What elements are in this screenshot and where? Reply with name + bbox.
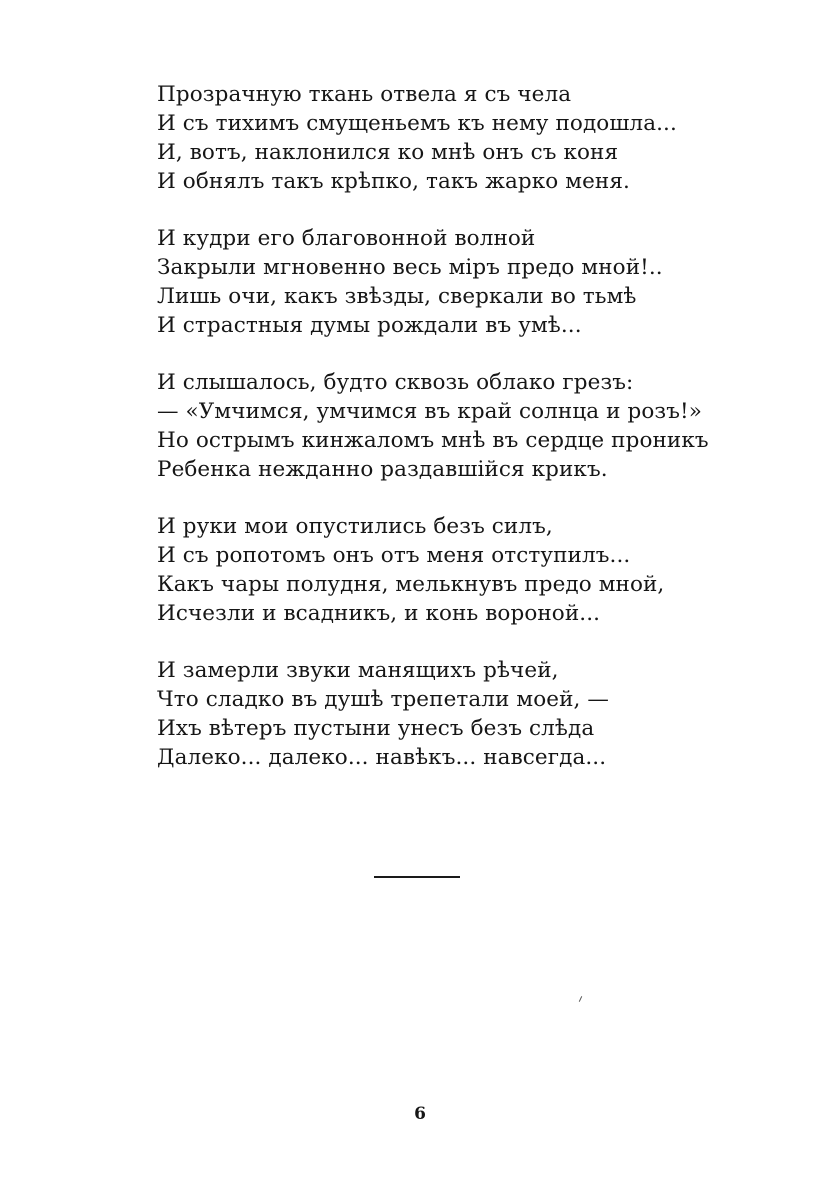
poem-line: И обнялъ такъ крѣпко, такъ жарко меня. xyxy=(157,169,630,194)
poem-line: И замерли звуки манящихъ рѣчей, xyxy=(157,658,559,683)
poem-line: Но острымъ кинжаломъ мнѣ въ сердце проникъ xyxy=(157,428,709,453)
poem-line: Прозрачную ткань отвела я съ чела xyxy=(157,82,572,107)
poem-line: И съ тихимъ смущеньемъ къ нему подошла... xyxy=(157,111,677,136)
poem-line: Исчезли и всадникъ, и конь вороной... xyxy=(157,601,601,626)
stanza-5 xyxy=(157,656,757,772)
poem-line: И съ ропотомъ онъ отъ меня отступилъ... xyxy=(157,543,631,568)
end-of-poem-rule xyxy=(374,876,460,878)
poem-line: Что сладко въ душѣ трепетали моей, — xyxy=(157,687,610,712)
poem-line: Закрыли мгновенно весь міръ предо мной!.. xyxy=(157,255,663,280)
stanza-4 xyxy=(157,512,757,628)
poem-line: Ребенка нежданно раздавшійся крикъ. xyxy=(157,457,608,482)
stanza-1 xyxy=(157,80,757,196)
poem-line: Ихъ вѣтеръ пустыни унесъ безъ слѣда xyxy=(157,716,595,741)
poem-line: Далеко... далеко... навѣкъ... навсегда... xyxy=(157,745,607,770)
paper-speck xyxy=(579,996,582,1002)
poem-line: И слышалось, будто сквозь облако грезъ: xyxy=(157,370,634,395)
poem-line: И, вотъ, наклонился ко мнѣ онъ съ коня xyxy=(157,140,619,165)
poem-line: — «Умчимся, умчимся въ край солнца и розъ!» xyxy=(157,399,702,424)
poem-line: И кудри его благовонной волной xyxy=(157,226,536,251)
stanza-2 xyxy=(157,224,757,340)
poem-line: Какъ чары полудня, мелькнувъ предо мной, xyxy=(157,572,665,597)
poem-line: И страстныя думы рождали въ умѣ... xyxy=(157,313,582,338)
poem-line: И руки мои опустились безъ силъ, xyxy=(157,514,553,539)
poem xyxy=(157,80,757,800)
stanza-3 xyxy=(157,368,757,484)
poem-line: Лишь очи, какъ звѣзды, сверкали во тьмѣ xyxy=(157,284,637,309)
page-number: 6 xyxy=(414,1104,426,1124)
